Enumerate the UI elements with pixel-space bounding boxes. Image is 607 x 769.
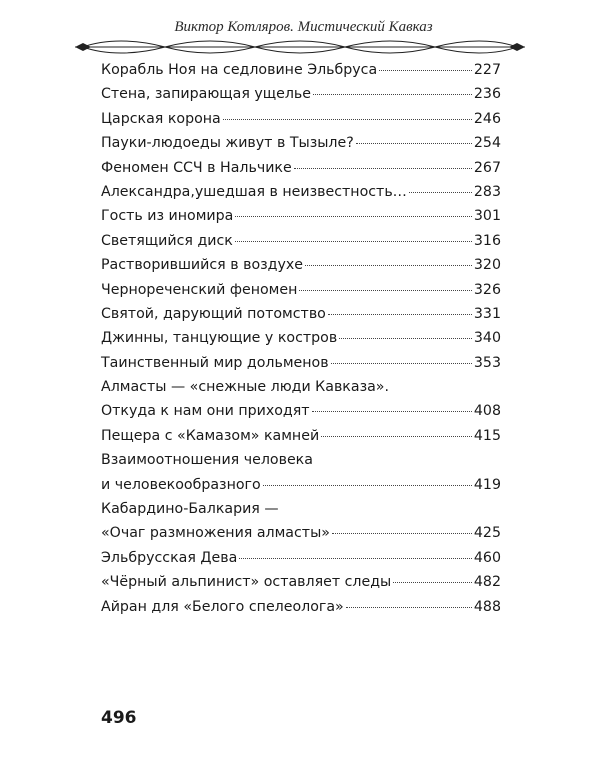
dot-leader: [305, 265, 472, 266]
toc-entry-title: Царская корона: [101, 110, 221, 127]
dot-leader: [294, 168, 472, 169]
toc-entry: [101, 473, 501, 497]
toc-entry-page: 353: [473, 354, 501, 371]
page-number: 496: [101, 708, 137, 728]
dot-leader: [379, 70, 472, 71]
dot-leader: [312, 411, 472, 412]
toc-entry-title: Гость из иномира: [101, 208, 234, 225]
toc-entry-page: 415: [473, 427, 501, 444]
toc-entry-title: Алмасты — «снежные люди Кавказа».: [101, 379, 389, 396]
toc-entry-title: Джинны, танцующие у костров: [101, 330, 338, 347]
toc-entry: [101, 131, 501, 155]
toc-entry-page: 227: [473, 62, 501, 78]
dot-leader: [346, 607, 472, 608]
toc-entry-title: Чернореченский феномен: [101, 281, 298, 298]
toc-entry-page: 246: [473, 110, 501, 127]
ornament-rule: [75, 40, 525, 54]
dot-leader: [223, 119, 472, 120]
toc-entry-page: 419: [473, 476, 501, 493]
dot-leader: [332, 533, 472, 534]
toc-entry-title: Кабардино-Балкария —: [101, 501, 279, 518]
toc-entry: [101, 58, 501, 82]
dot-leader: [321, 436, 472, 437]
toc-entry-page: 283: [473, 183, 501, 200]
dot-leader: [328, 314, 472, 315]
dot-leader: [331, 363, 472, 364]
dot-leader: [313, 94, 472, 95]
toc-entry-title: Пещера с «Камазом» камней: [101, 427, 320, 444]
toc-entry-title: Александра,ушедшая в неизвестность…: [101, 183, 407, 200]
toc-entry-title: Стена, запирающая ущелье: [101, 86, 312, 103]
toc-entry-title: Эльбрусская Дева: [101, 549, 238, 566]
toc-entry-title: «Очаг размножения алмасты»: [101, 525, 330, 542]
dot-leader: [263, 485, 472, 486]
toc-entry-page: 301: [473, 208, 501, 225]
toc-entry-title: и человекообразного: [101, 476, 261, 493]
toc-entry-page: 254: [473, 135, 501, 152]
toc-entry-page: 482: [473, 574, 501, 591]
toc-entry: [101, 180, 501, 204]
toc-entry-title: «Чёрный альпинист» оставляет следы: [101, 574, 392, 591]
dot-leader: [235, 241, 472, 242]
toc-entry-page: 326: [473, 281, 501, 298]
toc-entry: [101, 497, 501, 521]
toc-entry-page: 236: [473, 86, 501, 103]
toc-entry-title: Взаимоотношения человека: [101, 452, 313, 469]
toc-entry-page: 460: [473, 549, 501, 566]
toc-entry-page: 425: [473, 525, 501, 542]
toc-entry-title: Откуда к нам они приходят: [101, 403, 310, 420]
toc-entry-page: 267: [473, 159, 501, 176]
toc-entry: [101, 521, 501, 545]
toc-entry: [101, 595, 501, 619]
toc-entry: [101, 546, 501, 570]
toc-entry: [101, 375, 501, 399]
toc-entry-page: 340: [473, 330, 501, 347]
toc-entry-page: 331: [473, 305, 501, 322]
toc-entry-title: Светящийся диск: [101, 232, 233, 249]
toc-entry-title: Айран для «Белого спелеолога»: [101, 598, 344, 615]
toc-entry: [101, 326, 501, 350]
dot-leader: [235, 216, 472, 217]
toc-entry-title: Растворившийся в воздухе: [101, 257, 303, 274]
toc-entry: [101, 448, 501, 472]
toc-entry: [101, 351, 501, 375]
toc-entry-page: 320: [473, 257, 501, 274]
dot-leader: [239, 558, 472, 559]
toc-entry: [101, 399, 501, 423]
toc-entry: [101, 278, 501, 302]
dot-leader: [356, 143, 472, 144]
toc-entry: [101, 253, 501, 277]
toc-entry-title: Святой, дарующий потомство: [101, 305, 326, 322]
table-of-contents: [101, 58, 501, 619]
toc-entry: [101, 302, 501, 326]
toc-entry-page: 488: [473, 598, 501, 615]
toc-entry-page: 316: [473, 232, 501, 249]
dot-leader: [299, 290, 472, 291]
toc-entry-page: 408: [473, 403, 501, 420]
toc-entry: [101, 204, 501, 228]
running-head: Виктор Котляров. Мистический Кавказ: [174, 19, 433, 35]
toc-entry-title: Таинственный мир дольменов: [101, 354, 329, 371]
toc-entry: [101, 156, 501, 180]
toc-entry-title: Корабль Ноя на седловине Эльбруса: [101, 62, 378, 78]
toc-entry: [101, 424, 501, 448]
dot-leader: [409, 192, 472, 193]
toc-entry: [101, 570, 501, 594]
toc-entry: [101, 107, 501, 131]
toc-entry-title: Феномен ССЧ в Нальчике: [101, 159, 292, 176]
dot-leader: [393, 582, 472, 583]
toc-entry: [101, 82, 501, 106]
toc-entry-title: Пауки-людоеды живут в Тызыле?: [101, 135, 354, 152]
dot-leader: [339, 338, 472, 339]
toc-entry: [101, 229, 501, 253]
